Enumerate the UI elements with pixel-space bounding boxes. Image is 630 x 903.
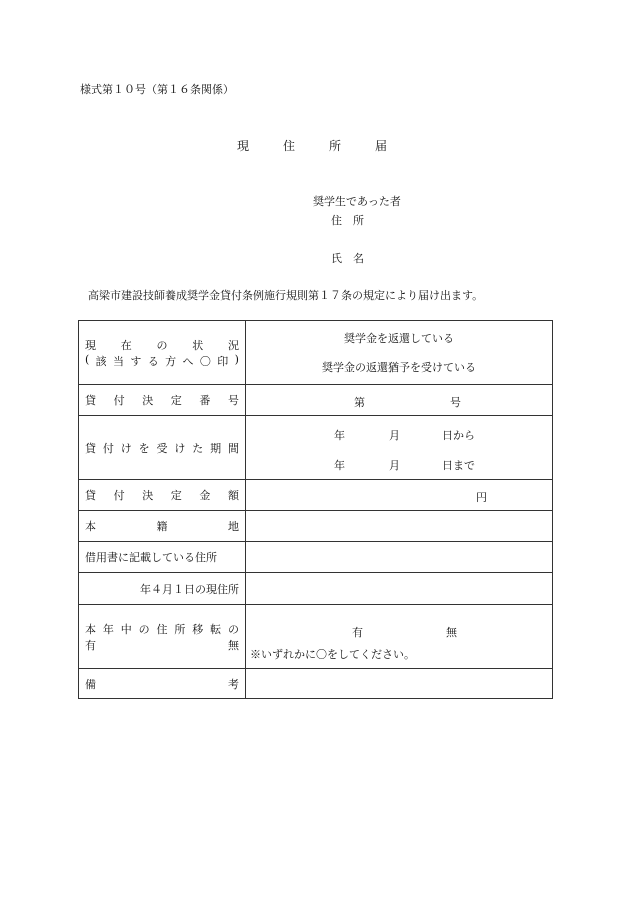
label-char: 現 (85, 338, 96, 352)
april-address-row (79, 573, 553, 605)
notes-field[interactable] (246, 669, 553, 699)
label-char: の (156, 338, 168, 352)
label-char: 付 (102, 441, 114, 455)
title-char: 現 (237, 139, 250, 153)
label-char: 定 (170, 394, 182, 407)
label-char: 移 (192, 622, 204, 636)
label-char: た (192, 441, 204, 455)
april-address-text: 年４月１日の現住所 (140, 582, 239, 596)
address-label: 住 所 (331, 214, 364, 227)
label-char: 〇 (199, 354, 211, 368)
label-char: 貸 (85, 394, 96, 407)
status-row (79, 321, 553, 385)
label-char: 備 (85, 677, 96, 691)
moved-option-no[interactable]: 無 (446, 625, 457, 639)
loan-amount-field[interactable] (246, 480, 553, 511)
title-char: 届 (375, 139, 388, 153)
label-char: け (174, 441, 186, 455)
loan-amount-row (79, 480, 553, 511)
loan-amount-label (79, 480, 246, 511)
label-char: 番 (199, 394, 211, 407)
label-char: 本 (85, 520, 96, 533)
period-to-day: 日まで (442, 458, 475, 472)
label-char: 当 (113, 354, 125, 368)
label-char: 号 (227, 394, 239, 407)
status-label-line2 (85, 353, 239, 369)
label-char: 期 (210, 441, 222, 455)
title-char: 所 (329, 139, 342, 153)
label-char: 付 (113, 394, 125, 407)
moved-note: ※いずれかに〇をしてください。 (250, 647, 415, 661)
label-char: 間 (228, 441, 239, 455)
label-char: 在 (120, 338, 132, 352)
label-char: 考 (228, 677, 239, 691)
period-to-year: 年 (334, 458, 345, 472)
moved-row (79, 605, 553, 669)
status-option-repaying[interactable]: 奨学金を返還している (344, 331, 454, 345)
domicile-row (79, 511, 553, 542)
label-char: 中 (120, 622, 132, 636)
label-char: 印 (217, 354, 229, 368)
label-char: け (120, 441, 132, 455)
decision-number-label (79, 385, 246, 416)
label-char: る (147, 354, 159, 368)
document-title (237, 137, 387, 154)
status-label-line1 (85, 337, 239, 353)
period-from-month: 月 (389, 428, 400, 442)
moved-label (79, 605, 246, 669)
loan-period-field[interactable] (246, 416, 553, 480)
loan-period-row (79, 416, 553, 480)
label-char: 該 (95, 354, 107, 368)
period-from-line (246, 418, 552, 448)
label-char: 地 (228, 520, 239, 533)
april-address-label (79, 573, 246, 605)
label-char: 方 (165, 354, 177, 368)
label-char: を (138, 441, 150, 455)
title-char: 住 (283, 139, 296, 153)
status-option-deferred[interactable]: 奨学金の返還猶予を受けている (322, 360, 476, 374)
decision-number-field[interactable] (246, 385, 553, 416)
loan-period-label (79, 416, 246, 480)
decision-number-suffix: 号 (450, 396, 461, 409)
period-to-line (246, 448, 552, 478)
form-table (78, 320, 553, 699)
label-char: 受 (156, 441, 168, 455)
label-char: 転 (210, 622, 222, 636)
label-char: 年 (102, 622, 114, 636)
label-char: の (138, 622, 150, 636)
label-char: 状 (192, 338, 204, 352)
label-char: へ (182, 354, 194, 368)
label-char: 金 (199, 489, 211, 502)
label-char: 無 (228, 638, 239, 652)
label-char: ( (85, 352, 90, 366)
applicant-role: 奨学生であった者 (313, 195, 401, 208)
label-char: 籍 (156, 520, 168, 533)
notes-row (79, 669, 553, 699)
bond-address-field[interactable] (246, 542, 553, 573)
name-label: 氏 名 (331, 252, 364, 265)
label-char: の (228, 622, 239, 636)
label-char: 付 (113, 489, 125, 502)
label-char: 決 (142, 394, 154, 407)
moved-option-yes[interactable]: 有 (352, 625, 363, 639)
domicile-label (79, 511, 246, 542)
label-char: 所 (174, 622, 186, 636)
label-char: 額 (227, 489, 239, 502)
period-from-day: 日から (442, 428, 475, 442)
moved-field (246, 605, 553, 669)
domicile-field[interactable] (246, 511, 553, 542)
decision-number-prefix: 第 (354, 396, 365, 409)
label-char: 住 (156, 622, 168, 636)
period-from-year: 年 (334, 428, 345, 442)
period-to-month: 月 (389, 458, 400, 472)
label-char: す (130, 354, 142, 368)
bond-address-label (79, 542, 246, 573)
status-label (79, 321, 246, 385)
label-char: 貸 (85, 441, 96, 455)
label-char: 貸 (85, 489, 96, 502)
label-char: 況 (228, 338, 239, 352)
bond-address-text: 借用書に記載している住所 (85, 551, 217, 564)
label-char: 本 (85, 622, 96, 636)
decision-number-row (79, 385, 553, 416)
label-char: 定 (170, 489, 182, 502)
status-options-cell (246, 321, 553, 385)
label-char: 有 (85, 638, 96, 652)
amount-unit: 円 (476, 491, 487, 504)
april-address-field[interactable] (246, 573, 553, 605)
intro-text: 高梁市建設技師養成奨学金貸付条例施行規則第１７条の規定により届け出ます。 (88, 289, 484, 302)
label-char: ) (234, 352, 239, 366)
form-number: 様式第１０号（第１６条関係） (80, 83, 234, 96)
label-char: 決 (142, 489, 154, 502)
bond-address-row (79, 542, 553, 573)
notes-label (79, 669, 246, 699)
